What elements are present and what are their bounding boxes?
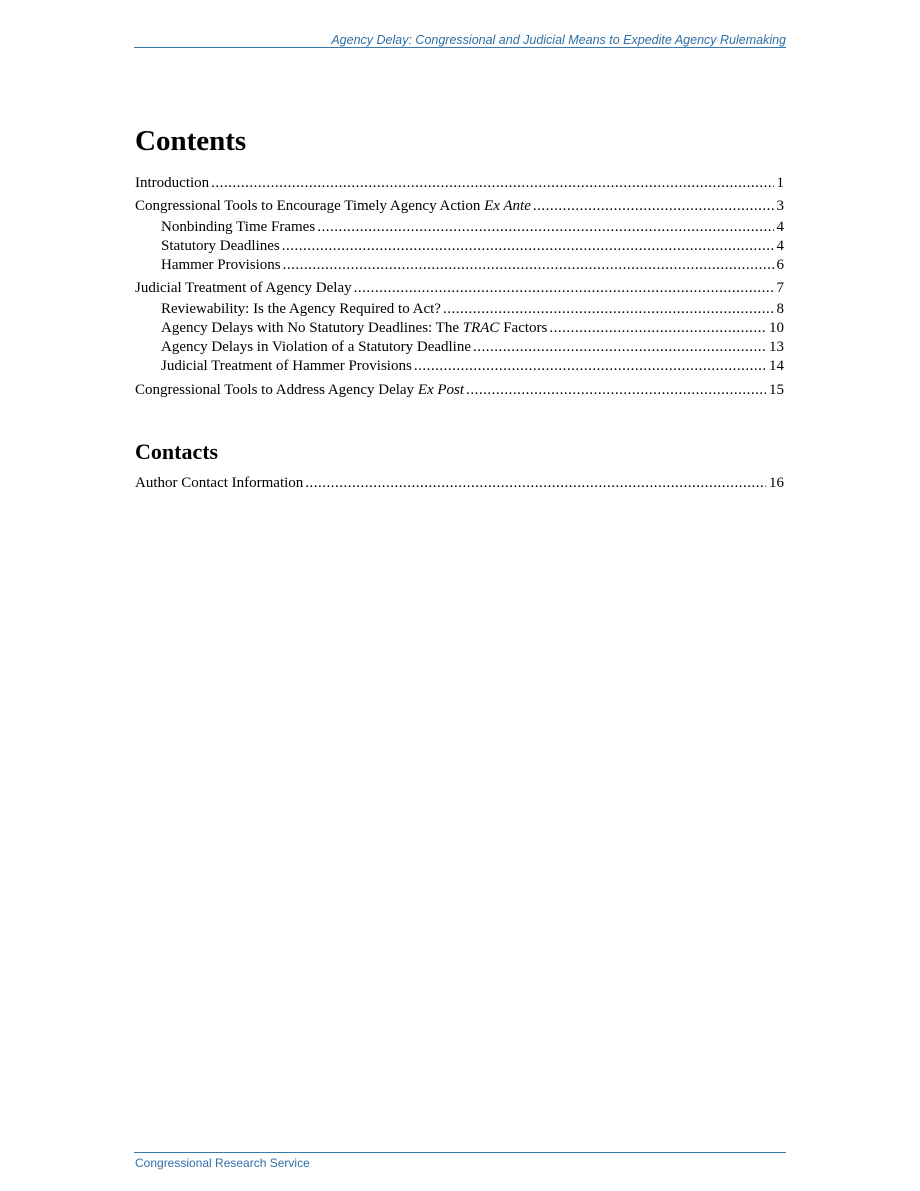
toc-entry-introduction[interactable] xyxy=(135,174,784,193)
toc-page-number: 1 xyxy=(776,175,784,191)
toc-entry-title: Author Contact Information xyxy=(135,475,304,491)
dot-leader xyxy=(473,338,766,357)
toc-page-number: 16 xyxy=(769,475,784,491)
running-header xyxy=(134,31,786,48)
toc-entry-nonbinding-time-frames[interactable] xyxy=(161,218,784,237)
toc-entry-title: Hammer Provisions xyxy=(161,257,281,273)
toc-entry-title: Agency Delays in Violation of a Statutory Deadline xyxy=(161,339,471,355)
toc-entry-judicial-treatment[interactable] xyxy=(135,279,784,298)
toc-page-number: 13 xyxy=(769,339,784,355)
toc-entry-title: Congressional Tools to Encourage Timely Agency Action xyxy=(135,198,485,214)
dot-leader xyxy=(533,197,774,216)
toc-entry-title: Nonbinding Time Frames xyxy=(161,219,316,235)
toc-entry-trac-factors[interactable] xyxy=(161,319,784,338)
toc-entry-title: Judicial Treatment of Hammer Provisions xyxy=(161,358,412,374)
toc-entry-title-italic: TRAC xyxy=(462,320,500,336)
dot-leader xyxy=(282,237,774,256)
toc-entry-title: Reviewability: Is the Agency Required to Act? xyxy=(161,301,441,317)
toc-entry-congressional-tools-ex-post[interactable] xyxy=(135,381,784,400)
toc-entry-title: Judicial Treatment of Agency Delay xyxy=(135,280,352,296)
dot-leader xyxy=(211,174,773,193)
toc-entry-author-contact-information[interactable] xyxy=(135,474,784,493)
toc-entry-title-suffix: Factors xyxy=(499,320,548,336)
toc-page-number: 4 xyxy=(776,219,784,235)
toc-entry-title-italic: Ex Ante xyxy=(484,198,531,214)
toc-entry-judicial-hammer-provisions[interactable] xyxy=(161,357,784,376)
dot-leader xyxy=(549,319,766,338)
toc-page-number: 4 xyxy=(776,238,784,254)
toc-page-number: 6 xyxy=(776,257,784,273)
dot-leader xyxy=(317,218,773,237)
toc-page-number: 15 xyxy=(769,382,784,398)
toc-page-number: 8 xyxy=(776,301,784,317)
toc-page-number: 14 xyxy=(769,358,784,374)
toc-entry-title-italic: Ex Post xyxy=(417,382,465,398)
toc-entry-title: Introduction xyxy=(135,175,210,191)
running-footer xyxy=(134,1152,786,1170)
running-header-title: Agency Delay: Congressional and Judicial Means to Expedite Agency Rulemaking xyxy=(331,33,786,47)
toc-entry-title: Congressional Tools to Address Agency Delay xyxy=(135,382,418,398)
footer-publisher: Congressional Research Service xyxy=(135,1156,310,1170)
dot-leader xyxy=(443,300,774,319)
toc-entry-violation-of-deadline[interactable] xyxy=(161,338,784,357)
toc-entry-hammer-provisions[interactable] xyxy=(161,256,784,275)
dot-leader xyxy=(466,381,766,400)
dot-leader xyxy=(305,474,766,493)
toc-entry-congressional-tools-ex-ante[interactable] xyxy=(135,197,784,216)
toc-page-number: 7 xyxy=(776,280,784,296)
contents-heading: Contents xyxy=(135,125,247,157)
toc-page-number: 3 xyxy=(776,198,784,214)
dot-leader xyxy=(414,357,766,376)
dot-leader xyxy=(354,279,774,298)
toc-entry-title: Statutory Deadlines xyxy=(161,238,280,254)
toc-entry-title: Agency Delays with No Statutory Deadlines: The xyxy=(161,320,463,336)
toc-entry-statutory-deadlines[interactable] xyxy=(161,237,784,256)
toc-page-number: 10 xyxy=(769,320,784,336)
toc-entry-reviewability[interactable] xyxy=(161,300,784,319)
dot-leader xyxy=(283,256,774,275)
contacts-heading: Contacts xyxy=(135,439,219,464)
